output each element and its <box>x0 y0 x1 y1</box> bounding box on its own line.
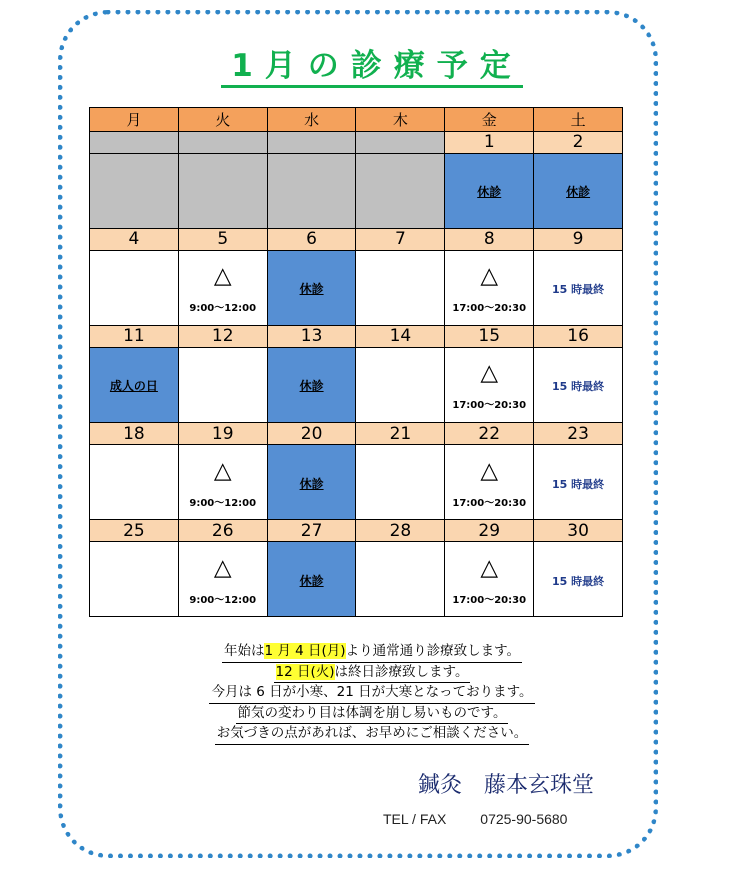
closed-cell <box>267 542 356 617</box>
normal-cell <box>356 251 445 326</box>
last-15-cell <box>534 445 623 520</box>
date-21: 21 <box>356 422 445 444</box>
weekday-mon: 月 <box>90 108 179 132</box>
date-23: 23 <box>534 422 623 444</box>
closed-cell <box>445 153 534 228</box>
date-12: 12 <box>178 325 267 347</box>
date-1: 1 <box>445 131 534 153</box>
triangle-icon: △ <box>480 554 499 581</box>
empty-cell <box>356 153 445 228</box>
partial-pm-cell <box>445 348 534 423</box>
triangle-icon: △ <box>213 263 232 290</box>
closed-cell <box>267 445 356 520</box>
notice-line-1: 年始は1 月 4 日(月)より通常通り診療致します。 <box>0 642 744 663</box>
weekday-sat: 土 <box>534 108 623 132</box>
weekday-fri: 金 <box>445 108 534 132</box>
am-hours: 9:00～12:00 <box>189 497 257 509</box>
weekday-header-row <box>90 108 623 132</box>
closed-label: 休診 <box>299 379 324 394</box>
schedule-row <box>90 348 623 423</box>
page-title: 1月の診療予定 <box>0 40 744 85</box>
calendar-table <box>89 107 623 617</box>
date-20: 20 <box>267 422 356 444</box>
date-26: 26 <box>178 519 267 541</box>
closed-label: 休診 <box>477 185 502 200</box>
last-15-label: 15 時最終 <box>552 574 605 588</box>
schedule-row <box>90 251 623 326</box>
holiday-label: 成人の日 <box>109 379 158 394</box>
last-15-cell <box>534 251 623 326</box>
highlight: 12 日(火) <box>275 663 335 680</box>
partial-pm-cell <box>445 445 534 520</box>
closed-cell <box>534 153 623 228</box>
tel-fax-label: TEL / FAX <box>383 811 447 827</box>
partial-am-cell <box>178 542 267 617</box>
normal-cell <box>90 542 179 617</box>
schedule-row <box>90 153 623 228</box>
normal-cell <box>356 348 445 423</box>
empty-cell <box>90 153 179 228</box>
last-15-label: 15 時最終 <box>552 477 605 491</box>
date-27: 27 <box>267 519 356 541</box>
contact-info <box>383 811 567 827</box>
empty-cell <box>267 153 356 228</box>
date-25: 25 <box>90 519 179 541</box>
triangle-icon: △ <box>480 263 499 290</box>
schedule-row <box>90 542 623 617</box>
closed-label: 休診 <box>299 573 324 588</box>
date-15: 15 <box>445 325 534 347</box>
highlight: 1 月 4 日(月) <box>264 643 346 659</box>
schedule-row <box>90 445 623 520</box>
date-5: 5 <box>178 228 267 250</box>
partial-am-cell <box>178 445 267 520</box>
normal-cell <box>356 542 445 617</box>
empty-date <box>267 131 356 153</box>
weekday-tue: 火 <box>178 108 267 132</box>
date-29: 29 <box>445 519 534 541</box>
partial-pm-cell <box>445 251 534 326</box>
closed-label: 休診 <box>299 282 324 297</box>
date-11: 11 <box>90 325 179 347</box>
pm-hours: 17:00～20:30 <box>452 594 527 606</box>
date-30: 30 <box>534 519 623 541</box>
pm-hours: 17:00～20:30 <box>452 303 527 315</box>
normal-cell <box>356 445 445 520</box>
date-28: 28 <box>356 519 445 541</box>
notice-line-5: お気づきの点があれば、お早めにご相談ください。 <box>0 724 744 745</box>
empty-date <box>90 131 179 153</box>
date-row <box>90 131 623 153</box>
pm-hours: 17:00～20:30 <box>452 497 527 509</box>
weekday-wed: 水 <box>267 108 356 132</box>
partial-am-cell <box>178 251 267 326</box>
closed-label: 休診 <box>299 476 324 491</box>
date-16: 16 <box>534 325 623 347</box>
date-row <box>90 519 623 541</box>
date-2: 2 <box>534 131 623 153</box>
triangle-icon: △ <box>213 457 232 484</box>
pm-hours: 17:00～20:30 <box>452 400 527 412</box>
am-hours: 9:00～12:00 <box>189 303 257 315</box>
last-15-label: 15 時最終 <box>552 380 605 394</box>
closed-cell <box>267 251 356 326</box>
date-19: 19 <box>178 422 267 444</box>
date-7: 7 <box>356 228 445 250</box>
clinic-name: 鍼灸 藤本玄珠堂 <box>418 773 595 798</box>
last-15-label: 15 時最終 <box>552 283 605 297</box>
last-15-cell <box>534 348 623 423</box>
last-15-cell <box>534 542 623 617</box>
date-row <box>90 228 623 250</box>
date-22: 22 <box>445 422 534 444</box>
date-14: 14 <box>356 325 445 347</box>
triangle-icon: △ <box>480 457 499 484</box>
date-row <box>90 325 623 347</box>
normal-cell <box>90 445 179 520</box>
triangle-icon: △ <box>480 360 499 387</box>
notice-line-3: 今月は 6 日が小寒、21 日が大寒となっております。 <box>0 683 744 704</box>
empty-date <box>178 131 267 153</box>
am-hours: 9:00～12:00 <box>189 594 257 606</box>
notice-line-4: 節気の変わり目は体調を崩し易いものです。 <box>0 704 744 725</box>
weekday-thu: 木 <box>356 108 445 132</box>
triangle-icon: △ <box>213 554 232 581</box>
normal-cell <box>178 348 267 423</box>
date-4: 4 <box>90 228 179 250</box>
date-13: 13 <box>267 325 356 347</box>
holiday-cell <box>90 348 179 423</box>
date-6: 6 <box>267 228 356 250</box>
date-row <box>90 422 623 444</box>
notice-text <box>0 642 744 745</box>
partial-pm-cell <box>445 542 534 617</box>
normal-cell <box>90 251 179 326</box>
empty-cell <box>178 153 267 228</box>
phone-number: 0725-90-5680 <box>480 811 568 827</box>
date-8: 8 <box>445 228 534 250</box>
closed-label: 休診 <box>566 185 591 200</box>
date-18: 18 <box>90 422 179 444</box>
date-9: 9 <box>534 228 623 250</box>
closed-cell <box>267 348 356 423</box>
notice-line-2: 12 日(火)は終日診療致します。 <box>0 663 744 684</box>
empty-date <box>356 131 445 153</box>
